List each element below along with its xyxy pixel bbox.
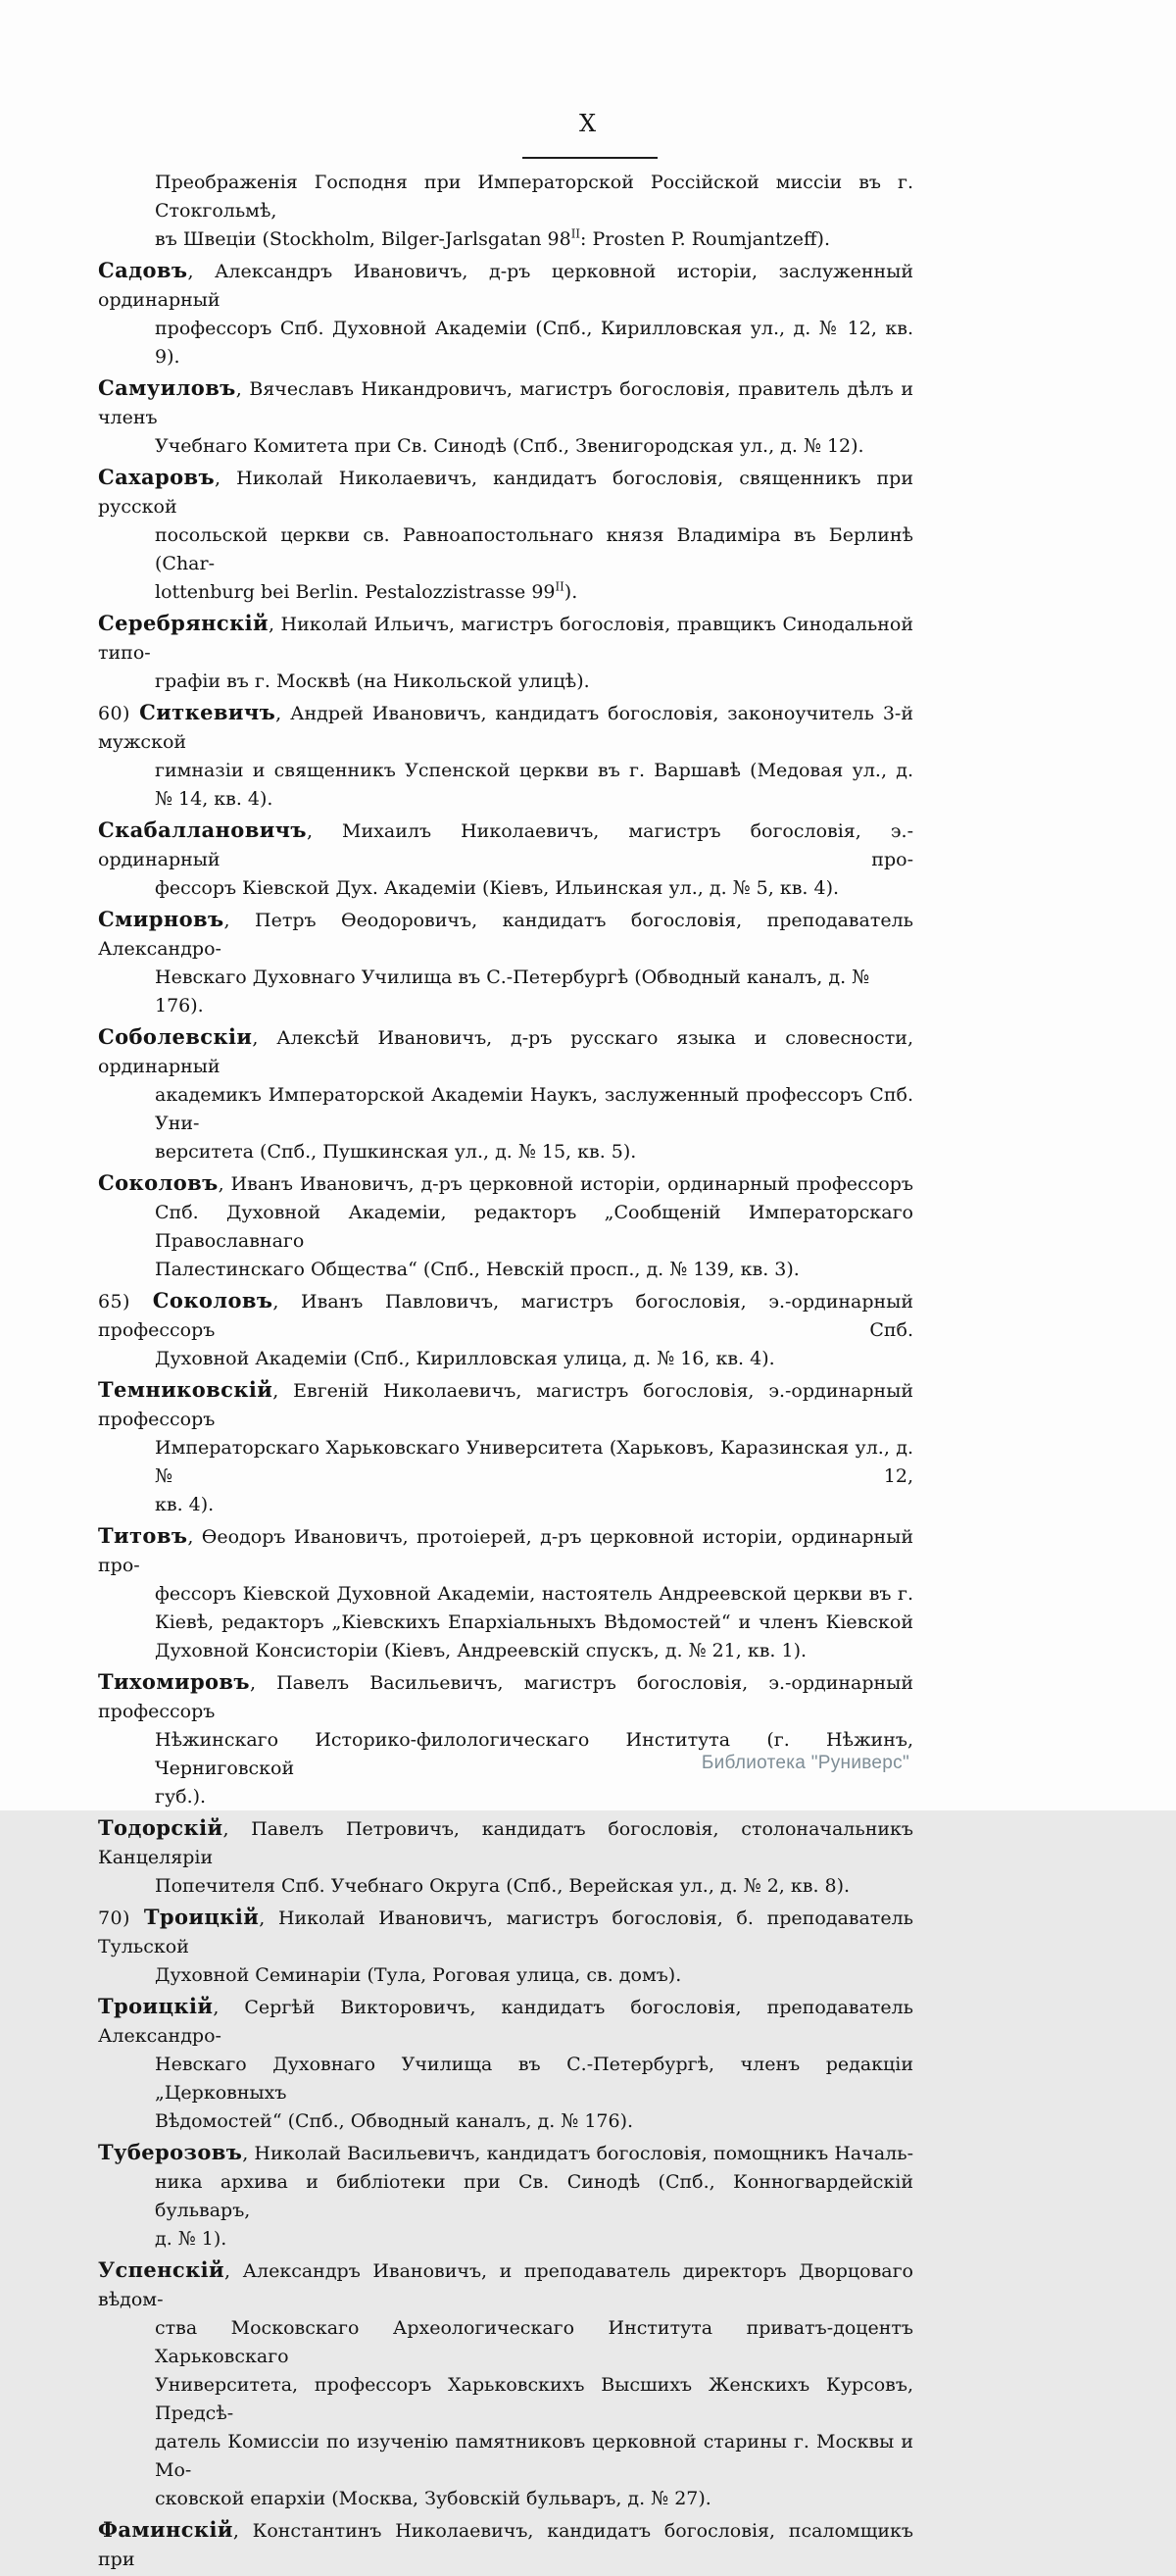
text-line: профессоръ Спб. Духовной Академіи (Спб., Кирилловская ул., д. № 12, кв. 9). xyxy=(155,318,913,368)
directory-entry xyxy=(98,1022,913,1166)
library-watermark: Библиотека "Руниверс" xyxy=(701,1753,909,1773)
text-line xyxy=(98,1667,913,1726)
text-line: кв. 4). xyxy=(155,1494,215,1515)
entry-name: Ситкевичъ xyxy=(139,700,276,724)
directory-entry xyxy=(98,2255,913,2513)
entry-text: , Константинъ Николаевичъ, кандидатъ богословія, псаломщикъ при xyxy=(98,2520,913,2570)
text-line: Невскаго Духовнаго Училища въ С.-Петербургѣ (Обводный каналъ, д. № 176). xyxy=(155,966,870,1016)
directory-entry xyxy=(98,698,913,814)
text-line: Императорскаго Харьковскаго Университета (Харьковъ, Каразинская ул., д. № 12, xyxy=(155,1437,913,1487)
text-line xyxy=(98,1813,913,1872)
entry-text: , Николай Ильичъ, магистръ богословія, правщикъ Синодальной типо- xyxy=(98,614,913,664)
text-line xyxy=(98,609,913,668)
text-line: академикъ Императорской Академіи Наукъ, заслуженный профессоръ Спб. Уни- xyxy=(155,1084,913,1134)
directory-entry xyxy=(98,1168,913,1284)
text-line: гимназіи и священникъ Успенской церкви въ г. Варшавѣ (Медовая ул., д. xyxy=(155,760,913,781)
entry-text: , Николай Ивановичъ, магистръ богословія, б. преподаватель Тульской xyxy=(98,1907,913,1957)
text-line xyxy=(98,256,913,315)
entry-number: 60) xyxy=(98,703,140,724)
entry-number: 65) xyxy=(98,1291,153,1313)
entry-text: , Николай Васильевичъ, кандидатъ богословія, помощникъ Началь- xyxy=(242,2143,913,2164)
text-line: фессоръ Кіевской Дух. Академіи (Кіевъ, Ильинская ул., д. № 5, кв. 4). xyxy=(155,877,840,899)
text-line xyxy=(98,1903,913,1961)
text-line xyxy=(98,1521,913,1580)
text-line: фессоръ Кіевской Духовной Академіи, настоятель Андреевской церкви въ г. xyxy=(155,1583,913,1605)
text-line: Невскаго Духовнаго Училища въ С.-Петербургѣ, членъ редакціи „Церковныхъ xyxy=(155,2054,913,2104)
text-line: Вѣдомостей“ (Спб., Обводный каналъ, д. № 176). xyxy=(155,2110,634,2132)
directory-entry xyxy=(98,905,913,1020)
entry-text: , Андрей Ивановичъ, кандидатъ богословія, законоучитель 3-й мужской xyxy=(98,703,913,753)
directory-entry xyxy=(98,1667,913,1811)
text-line xyxy=(98,373,913,432)
text-line xyxy=(98,816,913,874)
entry-name: Самуиловъ xyxy=(98,375,236,400)
entry-name: Тихомировъ xyxy=(98,1669,250,1694)
text-line xyxy=(98,463,913,521)
text-line: Кіевѣ, редакторъ „Кіевскихъ Епархіальныхъ Вѣдомостей“ и членъ Кіевской xyxy=(155,1611,913,1633)
text-line: Духовной Семинаріи (Тула, Роговая улица, св. домъ). xyxy=(155,1964,682,1986)
entry-text: , Иванъ Ивановичъ, д-ръ церковной исторіи, ординарный профессоръ xyxy=(218,1173,913,1195)
text-line: Попечителя Спб. Учебнаго Округа (Спб., Верейская ул., д. № 2, кв. 8). xyxy=(155,1875,851,1897)
entry-name: Темниковскій xyxy=(98,1377,273,1402)
entry-name: Фаминскій xyxy=(98,2517,233,2542)
text-line xyxy=(98,2138,913,2168)
directory-entry xyxy=(98,2138,913,2254)
entry-text: , Иванъ Павловичъ, магистръ богословія, э.-ординарный профессоръ Спб. xyxy=(98,1291,913,1341)
text-line: № 14, кв. 4). xyxy=(155,788,273,810)
entry-text: , Евгеній Николаевичъ, магистръ богословія, э.-ординарный профессоръ xyxy=(98,1380,913,1430)
text-line: въ Швеціи (Stockholm, Bilger-Jarlsgatan $98^{II}$: Prosten P. Roumjantzeff). xyxy=(155,226,831,250)
directory-entry xyxy=(98,1286,913,1373)
directory-entry xyxy=(98,463,913,607)
text-line: Учебнаго Комитета при Св. Синодѣ (Спб., Звенигородская ул., д. № 12). xyxy=(155,435,864,457)
text-line: сковской епархіи (Москва, Зубовскій бульваръ, д. № 27). xyxy=(155,2488,711,2509)
text-line: губ.). xyxy=(155,1786,207,1808)
entry-text: , Михаилъ Николаевичъ, магистръ богословія, э.-ординарный про- xyxy=(98,820,913,870)
entry-text: , Ѳеодоръ Ивановичъ, протоіерей, д-ръ церковной исторіи, ординарный про- xyxy=(98,1526,913,1576)
text-line: Университета, профессоръ Харьковскихъ Высшихъ Женскихъ Курсовъ, Предсѣ- xyxy=(155,2374,913,2424)
entry-name: Троицкій xyxy=(143,1905,260,1929)
text-line xyxy=(98,1286,913,1345)
text-line xyxy=(98,698,913,757)
directory-entry xyxy=(98,1375,913,1519)
directory-entries xyxy=(98,169,913,2576)
text-line: Духовной Академіи (Спб., Кирилловская улица, д. № 16, кв. 4). xyxy=(155,1348,775,1369)
entry-text: , Александръ Ивановичъ, и преподаватель директоръ Дворцоваго вѣдом- xyxy=(98,2260,913,2310)
directory-entry xyxy=(98,373,913,461)
text-line: lottenburg bei Berlin. Pestalozzistrasse $99^{II}$). xyxy=(155,579,578,603)
directory-entry xyxy=(98,2515,913,2574)
directory-entry xyxy=(98,256,913,372)
text-line: Преображенія Господня при Императорской Россійской миссіи въ г. Стокгольмѣ, xyxy=(155,172,913,222)
text-line: ника архива и библіотеки при Св. Синодѣ (Спб., Конногвардейскій бульваръ, xyxy=(155,2171,913,2221)
entry-number: 70) xyxy=(98,1907,144,1929)
text-line xyxy=(98,2515,913,2574)
text-line xyxy=(98,1168,913,1199)
entry-name: Туберозовъ xyxy=(98,2140,243,2164)
text-line xyxy=(98,1022,913,1081)
text-line xyxy=(98,905,913,964)
entry-name: Скабаллановичъ xyxy=(98,817,307,842)
entry-text: , Алексѣй Ивановичъ, д-ръ русскаго языка и словесности, ординарный xyxy=(98,1027,913,1077)
entry-name: Смирновъ xyxy=(98,907,224,931)
text-line: графіи въ г. Москвѣ (на Никольской улицѣ). xyxy=(155,670,590,692)
entry-name: Соколовъ xyxy=(152,1288,273,1313)
entry-name: Соболевскіи xyxy=(98,1024,253,1049)
entry-name: Серебрянскій xyxy=(98,611,269,635)
page-number: X xyxy=(578,110,598,137)
text-line: д. № 1). xyxy=(155,2228,227,2250)
text-line: Духовной Консисторіи (Кіевъ, Андреевскій спускъ, д. № 21, кв. 1). xyxy=(155,1640,808,1661)
entry-text: , Павелъ Петровичъ, кандидатъ богословія, столоначальникъ Канцеляріи xyxy=(98,1818,913,1868)
directory-entry xyxy=(98,1813,913,1901)
directory-entry xyxy=(98,1903,913,1990)
text-line xyxy=(98,1375,913,1434)
entry-name: Троицкій xyxy=(98,1994,214,2018)
directory-entry xyxy=(98,609,913,696)
entry-text: , Александръ Ивановичъ, д-ръ церковной исторіи, заслуженный ординарный xyxy=(98,261,913,311)
entry-name: Садовъ xyxy=(98,258,188,282)
text-line: Нѣжинскаго Историко-филологическаго Института (г. Нѣжинъ, Черниговской xyxy=(155,1729,913,1779)
entry-name: Соколовъ xyxy=(98,1170,219,1195)
directory-entry xyxy=(98,169,913,254)
entry-text: , Павелъ Васильевичъ, магистръ богословія, э.-ординарный профессоръ xyxy=(98,1672,913,1722)
text-line: датель Комиссіи по изученію памятниковъ церковной старины г. Москвы и Мо- xyxy=(155,2431,913,2481)
text-line: ства Московскаго Археологическаго Института приватъ-доцентъ Харьковскаго xyxy=(155,2317,913,2367)
entry-text: , Петръ Ѳеодоровичъ, кандидатъ богословія, преподаватель Александро- xyxy=(98,910,913,960)
directory-entry xyxy=(98,816,913,903)
directory-entry xyxy=(98,1521,913,1665)
entry-name: Тодорскій xyxy=(98,1815,223,1840)
header-rule xyxy=(522,157,658,159)
entry-text: , Николай Николаевичъ, кандидатъ богословія, священникъ при русской xyxy=(98,468,913,518)
text-line: посольской церкви св. Равноапостольнаго князя Владиміра въ Берлинѣ (Char- xyxy=(155,524,913,574)
text-line: Спб. Духовной Академіи, редакторъ „Сообщеній Императорскаго Православнаго xyxy=(155,1202,913,1252)
entry-name: Успенскій xyxy=(98,2257,225,2282)
text-line: верситета (Спб., Пушкинская ул., д. № 15, кв. 5). xyxy=(155,1141,637,1163)
entry-text: , Сергѣй Викторовичъ, кандидатъ богословія, преподаватель Александро- xyxy=(98,1997,913,2047)
entry-text: , Вячеславъ Никандровичъ, магистръ богословія, правитель дѣлъ и членъ xyxy=(98,378,913,428)
entry-name: Сахаровъ xyxy=(98,465,216,489)
entry-name: Титовъ xyxy=(98,1523,188,1548)
text-line: Палестинскаго Общества“ (Спб., Невскій просп., д. № 139, кв. 3). xyxy=(155,1259,800,1280)
directory-entry xyxy=(98,1992,913,2136)
text-line xyxy=(98,2255,913,2314)
text-line xyxy=(98,1992,913,2051)
